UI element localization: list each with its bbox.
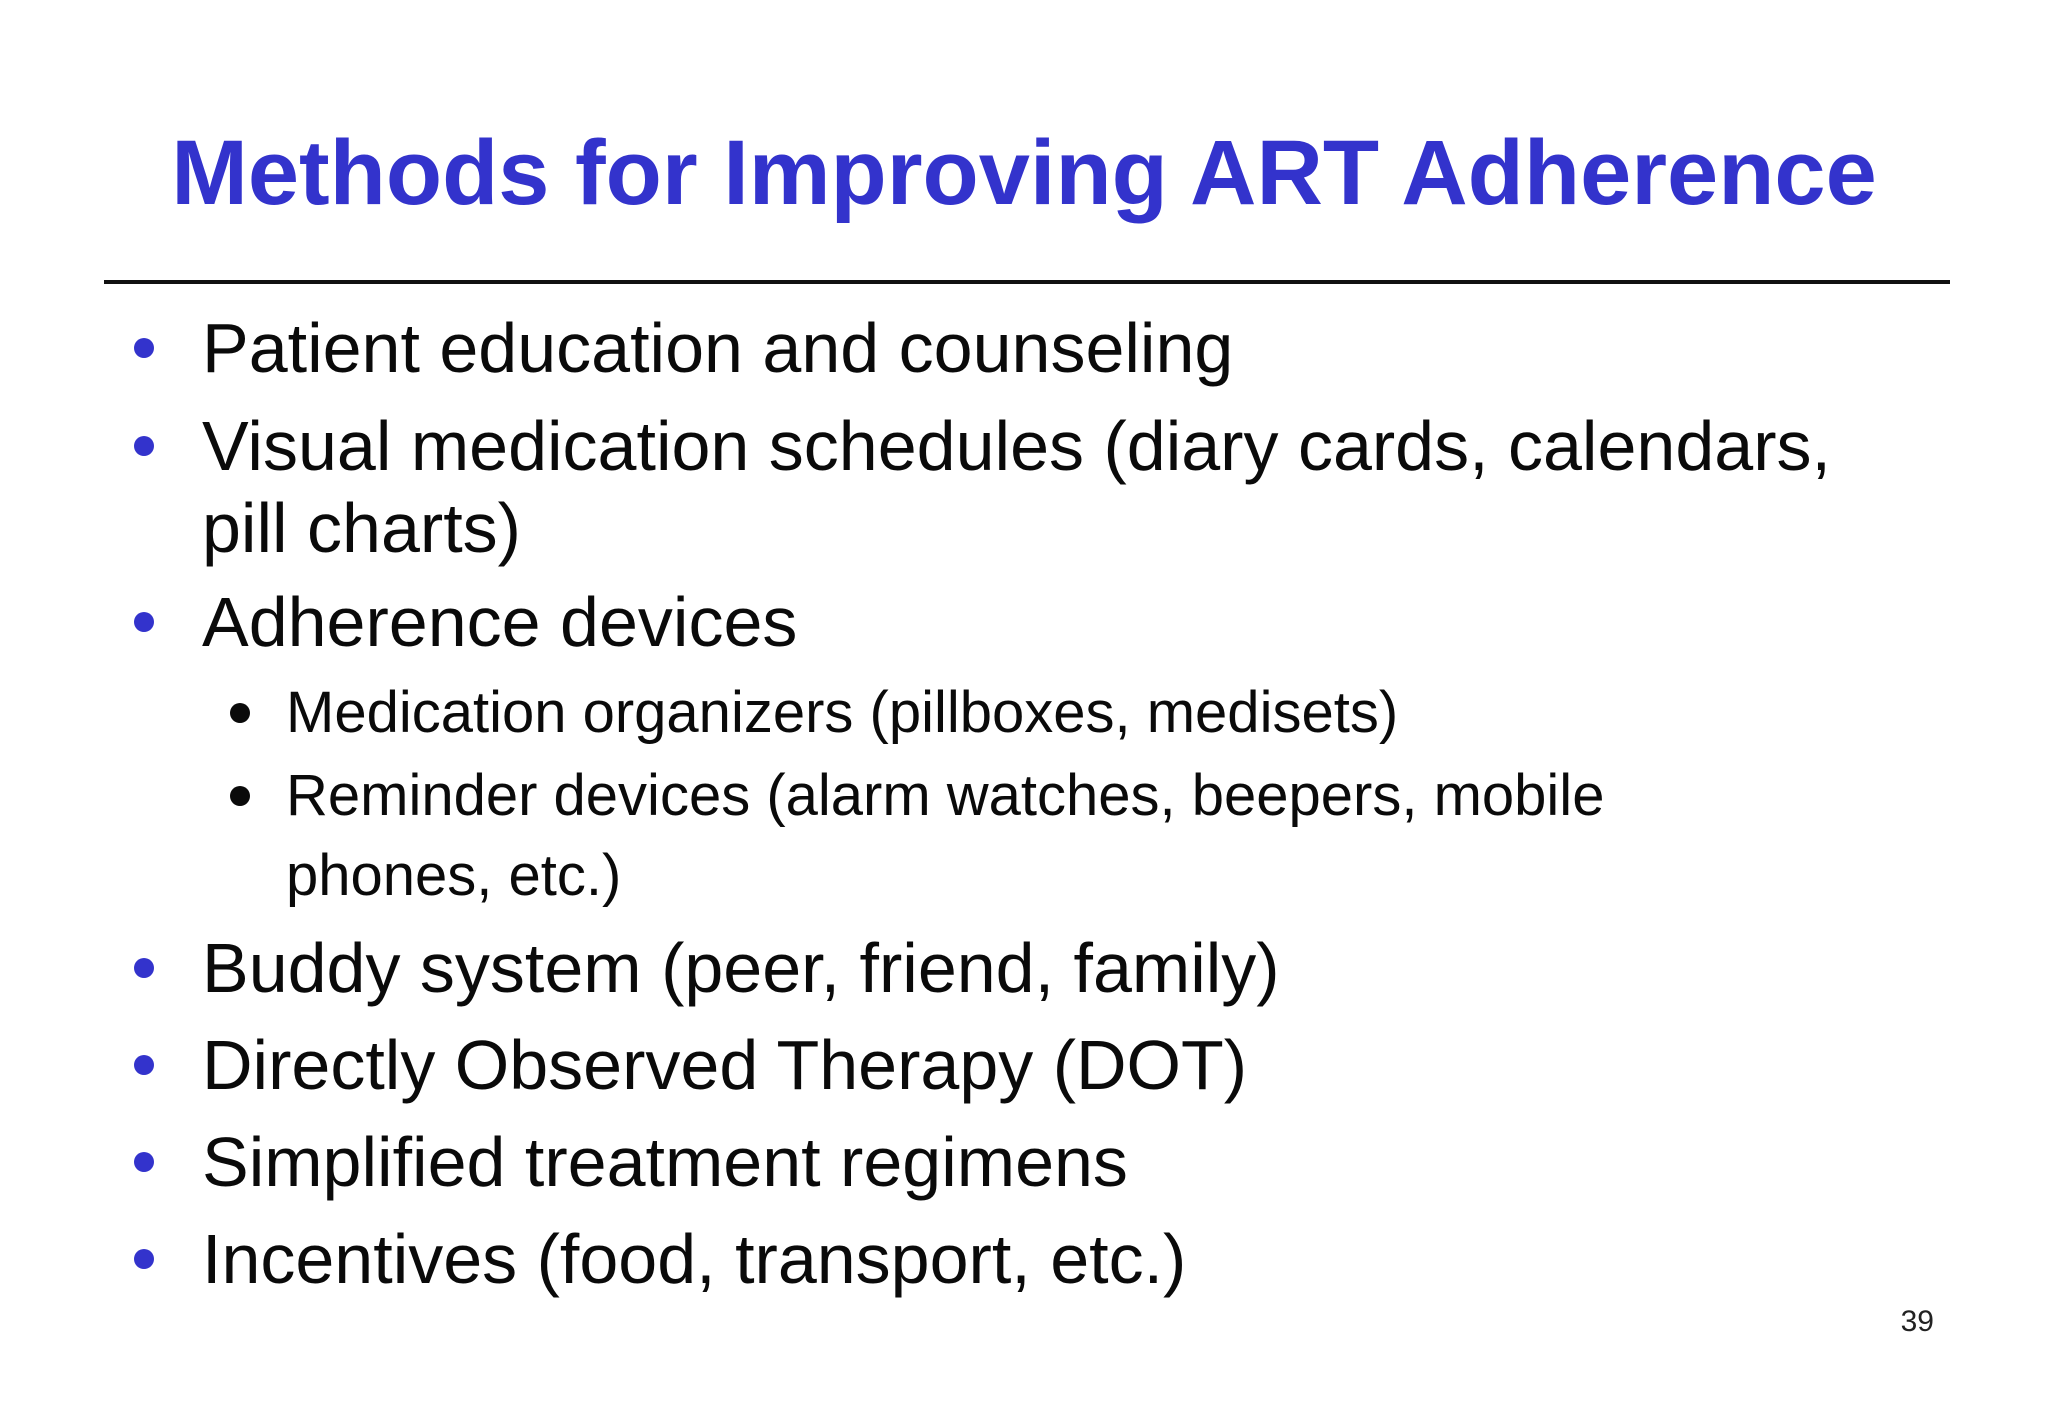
slide-title: Methods for Improving ART Adherence bbox=[171, 122, 1877, 224]
bullet-text: Patient education and counseling bbox=[202, 309, 1234, 387]
bullet-text: Visual medication schedules (diary cards, calendars, bbox=[202, 407, 1831, 485]
bullet-icon bbox=[134, 436, 154, 456]
bullet-text: Buddy system (peer, friend, family) bbox=[202, 929, 1280, 1007]
bullet-item bbox=[202, 307, 1962, 389]
bullet-item bbox=[202, 1121, 1962, 1203]
sub-bullet-icon bbox=[230, 786, 250, 806]
bullet-text: Adherence devices bbox=[202, 583, 798, 661]
sub-bullet-text: Reminder devices (alarm watches, beepers, mobile bbox=[286, 763, 1605, 828]
sub-bullet-item bbox=[286, 673, 1786, 753]
bullet-item bbox=[202, 405, 1962, 569]
bullet-text: Directly Observed Therapy (DOT) bbox=[202, 1026, 1248, 1104]
sub-bullet-item bbox=[286, 756, 1786, 916]
bullet-item bbox=[202, 581, 1962, 663]
bullet-text: Incentives (food, transport, etc.) bbox=[202, 1220, 1187, 1298]
bullet-icon bbox=[134, 1055, 154, 1075]
bullet-icon bbox=[134, 1249, 154, 1269]
bullet-text-continued: pill charts) bbox=[202, 489, 521, 567]
bullet-item bbox=[202, 1024, 1962, 1106]
page-number: 39 bbox=[1900, 1305, 1934, 1338]
sub-bullet-text: Medication organizers (pillboxes, medisets) bbox=[286, 680, 1399, 745]
sub-bullet-icon bbox=[230, 703, 250, 723]
bullet-icon bbox=[134, 958, 154, 978]
bullet-icon bbox=[134, 612, 154, 632]
bullet-icon bbox=[134, 338, 154, 358]
bullet-text: Simplified treatment regimens bbox=[202, 1123, 1128, 1201]
bullet-item bbox=[202, 1218, 1962, 1300]
sub-bullet-text-continued: phones, etc.) bbox=[286, 843, 622, 908]
bullet-icon bbox=[134, 1152, 154, 1172]
bullet-item bbox=[202, 927, 1962, 1009]
